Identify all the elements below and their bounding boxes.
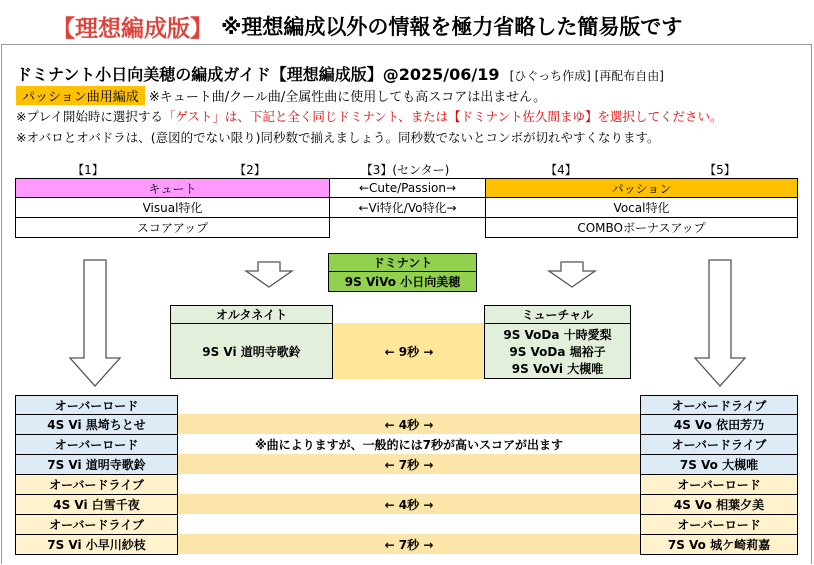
slot-1-label: 【1】: [72, 162, 104, 177]
right-skill-label: オーバードライブ: [640, 434, 798, 455]
combo-bonus: COMBOボーナスアップ: [485, 217, 798, 238]
mutual-cards: [484, 323, 631, 379]
cute-header: キュート: [15, 178, 330, 198]
page-title: ドミナント小日向美穂の編成ガイド【理想編成版】@2025/06/19: [16, 65, 500, 84]
interval-gap-1: [178, 474, 640, 494]
arrow-down-left-icon: [70, 260, 120, 386]
right-skill-card: 4S Vo 依田芳乃: [640, 414, 798, 435]
left-skill-label: オーバーロード: [15, 434, 178, 455]
note-2-prefix: ※プレイ開始時に選択する: [16, 109, 163, 124]
interval-4s-top: ← 4秒 →: [384, 417, 434, 432]
score-up: スコアアップ: [15, 217, 330, 238]
slot-2-label: 【2】: [234, 162, 266, 177]
alternate-interval: ← 9秒 →: [333, 323, 485, 379]
passion-header: パッション: [485, 178, 798, 198]
mode-badge: パッション曲用編成: [16, 86, 145, 105]
slot-4-label: 【4】: [545, 162, 577, 177]
dominant-card: 9S ViVo 小日向美穂: [328, 271, 477, 292]
right-skill-card: 7S Vo 大槻唯: [640, 454, 798, 475]
note-1: ※キュート曲/クール曲/全属性曲に使用しても高スコアは出ません。: [148, 90, 547, 105]
right-skill-card: 7S Vo 城ケ崎莉嘉: [640, 534, 798, 555]
note-3: ※オバロとオバドラは、(意図的でない限り)同秒数で揃えましょう。同秒数でないとコンボが切れやすくなります。: [16, 130, 660, 145]
mutual-card: 9S VoDa 堀裕子: [509, 344, 606, 359]
mutual-card: 9S VoVi 大槻唯: [511, 361, 604, 376]
right-skill-label: オーバーロード: [640, 474, 798, 495]
mutual-card: 9S VoDa 十時愛梨: [503, 327, 612, 342]
left-skill-card: 4S Vi 白雪千夜: [15, 494, 178, 515]
mutual-label: ミューチャル: [484, 305, 631, 324]
visual-focus: Visual特化: [15, 197, 330, 218]
vi-vo-arrow: ←Vi特化/Vo特化→: [329, 197, 486, 218]
banner-subtitle: ※理想編成以外の情報を極力省略した簡易版です: [221, 15, 683, 39]
arrow-down-right-icon: [695, 260, 745, 386]
interval-gap-2: [178, 514, 640, 534]
slot-5-label: 【5】: [704, 162, 736, 177]
left-skill-label: オーバードライブ: [15, 474, 178, 495]
note-2-guest: 「ゲスト」は、下記と全く同じドミナント、または【ドミナント佐久間まゆ】を選択してください。: [162, 109, 723, 124]
dominant-label: ドミナント: [328, 253, 477, 272]
alternate-label: オルタネイト: [170, 305, 333, 324]
left-skill-label: オーバードライブ: [15, 514, 178, 535]
slot-3-label: 【3】(センター): [360, 162, 450, 177]
interval-7s-bottom: ← 7秒 →: [384, 537, 434, 552]
left-skill-card: 4S Vi 黒埼ちとせ: [15, 414, 178, 435]
right-skill-label: オーバードライブ: [640, 395, 798, 415]
interval-7s-top: ← 7秒 →: [384, 457, 434, 472]
vocal-focus: Vocal特化: [485, 197, 798, 218]
interval-note: ※曲によりますが、一般的には7秒が高いスコアが出ます: [254, 437, 564, 452]
right-skill-card: 4S Vo 相葉夕美: [640, 494, 798, 515]
left-skill-label: オーバーロード: [15, 395, 178, 415]
arrow-down-slot4-icon: [549, 262, 595, 287]
cute-passion-arrow: ←Cute/Passion→: [329, 178, 486, 198]
banner-tag: 【理想編成版】: [52, 15, 213, 42]
arrow-down-slot2-icon: [246, 262, 292, 287]
left-skill-card: 7S Vi 小早川紗枝: [15, 534, 178, 555]
alternate-card: 9S Vi 道明寺歌鈴: [170, 323, 333, 379]
right-skill-label: オーバーロード: [640, 514, 798, 535]
left-skill-card: 7S Vi 道明寺歌鈴: [15, 454, 178, 475]
credit: [ひぐっち作成] [再配布自由]: [509, 69, 664, 83]
interval-4s-bottom: ← 4秒 →: [384, 497, 434, 512]
